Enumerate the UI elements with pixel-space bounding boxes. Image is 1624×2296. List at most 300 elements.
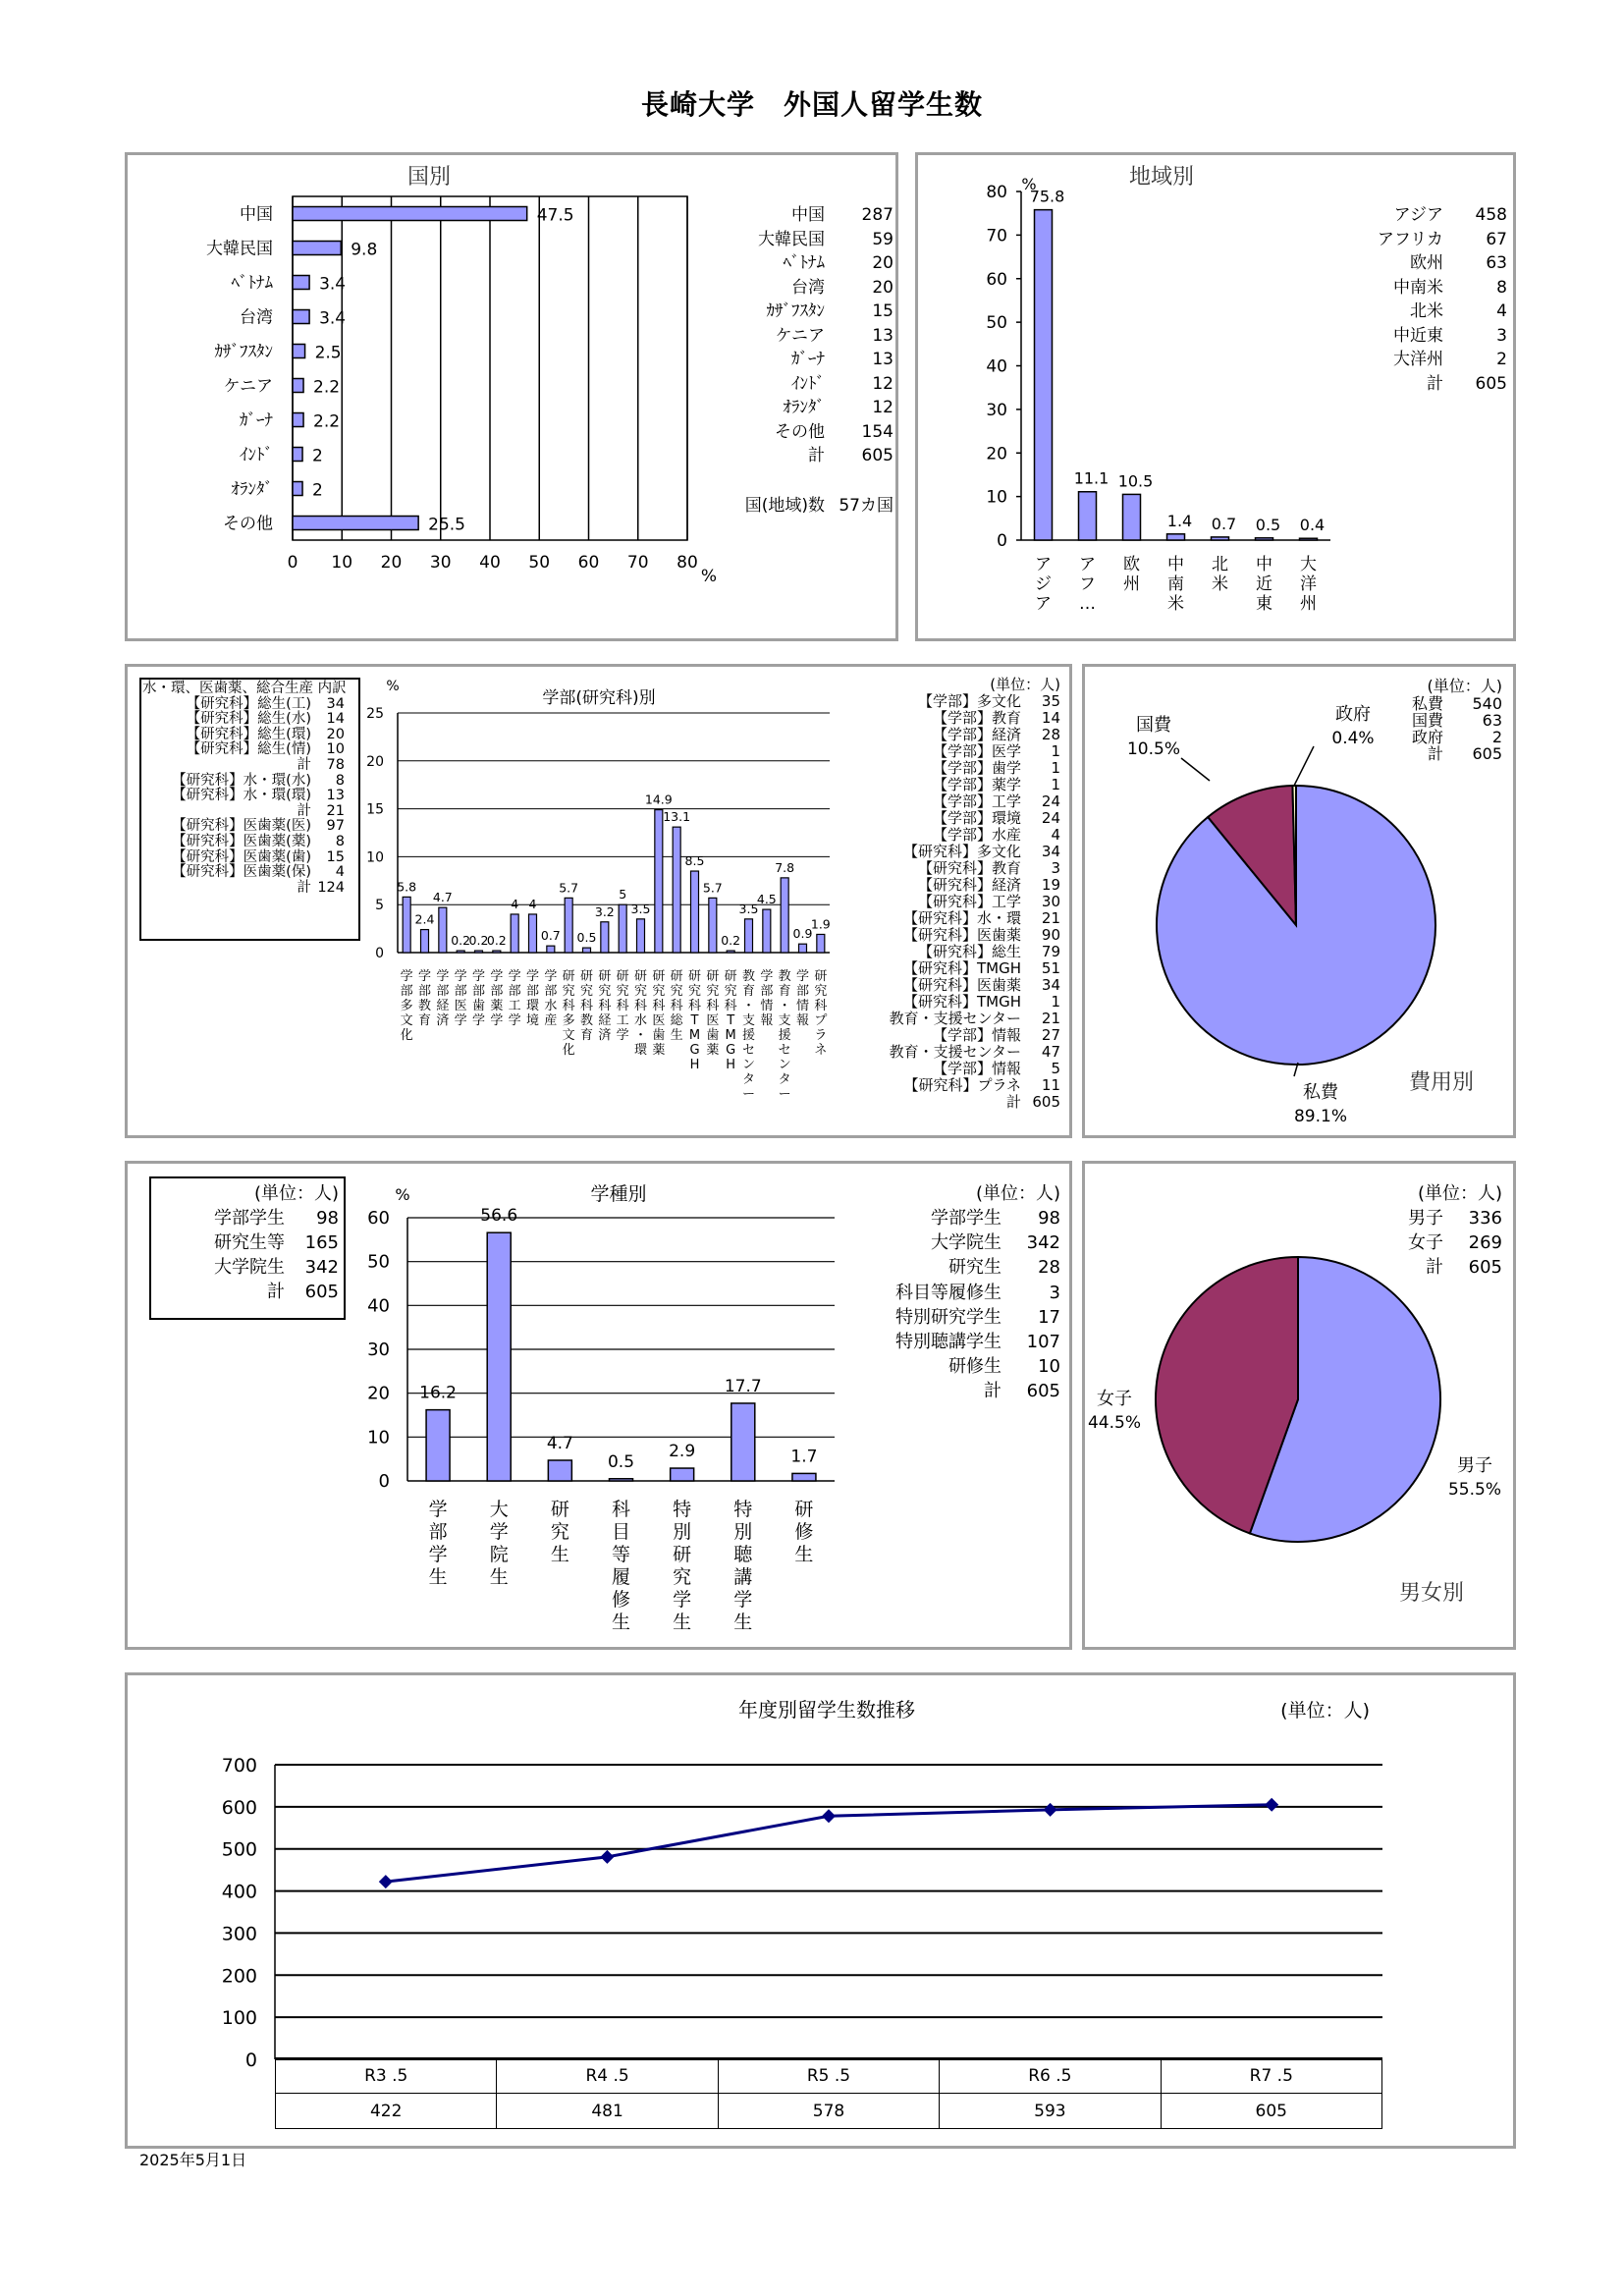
type-unit: (単位：人) — [975, 1183, 1060, 1204]
category-label — [544, 969, 557, 1028]
y-tick-label: 100 — [221, 2007, 257, 2030]
table-value: 3 — [1496, 325, 1507, 346]
table-key: 計 — [984, 1381, 1001, 1402]
data-label: 3.5 — [738, 901, 759, 916]
bar — [1079, 492, 1097, 540]
bar — [426, 1410, 450, 1481]
category-label-char: 部 — [508, 984, 521, 999]
table-key: 国費 — [1411, 711, 1443, 730]
category-label-char: 育 — [579, 1028, 594, 1043]
page-title: 長崎大学 外国人留学生数 — [640, 88, 983, 121]
table-key: 計 — [267, 1282, 285, 1302]
slice-percent-label: 10.5% — [1126, 739, 1181, 759]
bar — [493, 951, 501, 953]
category-label-char: 生 — [733, 1612, 753, 1633]
category-label-char: ア — [1035, 555, 1052, 574]
table-key: 【研究科】総生(水) — [186, 711, 311, 728]
data-label: 605 — [1161, 2094, 1381, 2129]
category-label-char: 情 — [760, 999, 774, 1013]
data-label: 4 — [528, 896, 537, 911]
category-label-char: 学 — [417, 969, 432, 984]
category-label-char: 修 — [611, 1589, 631, 1611]
category-label: R5 .5 — [718, 2058, 939, 2094]
category-label-char: 育 — [417, 1013, 432, 1028]
y-tick-label: 300 — [221, 1923, 257, 1945]
funding-unit: (単位：人) — [1427, 677, 1502, 695]
table-value: 20 — [872, 277, 893, 298]
category-label-char: 究 — [670, 984, 683, 999]
table-value: 605 — [1026, 1381, 1060, 1402]
category-label — [617, 969, 629, 1043]
category-label-char: 科 — [687, 999, 702, 1013]
category-label — [725, 969, 737, 1072]
bar — [601, 922, 609, 953]
category-label-char: 中 — [1167, 555, 1184, 574]
data-label: 0.7 — [1211, 514, 1237, 533]
y-tick-label: 80 — [986, 183, 1007, 202]
category-label — [1256, 555, 1272, 614]
table-key: 【研究科】医歯薬(歯) — [172, 848, 311, 865]
category-label-char: 研 — [562, 969, 575, 984]
table-value: 34 — [1041, 976, 1060, 994]
table-value: 1 — [1051, 993, 1060, 1011]
table-key: 台湾 — [791, 277, 825, 298]
table-value: 165 — [304, 1232, 339, 1253]
category-label — [742, 968, 755, 1102]
category-label — [580, 969, 593, 1043]
table-key: 計 — [297, 879, 311, 896]
table-value: 107 — [1026, 1332, 1060, 1353]
gender-unit: (単位：人) — [1417, 1183, 1502, 1204]
category-label-char: 歯 — [471, 999, 486, 1013]
y-tick-label: 30 — [367, 1339, 390, 1360]
x-tick-label: 50 — [528, 553, 551, 573]
bar — [565, 898, 572, 953]
table-key: 【学部】歯学 — [932, 759, 1021, 777]
table-key: ｵﾗﾝﾀﾞ — [783, 398, 825, 417]
category-label: その他 — [223, 514, 273, 534]
data-label: 2.9 — [669, 1442, 696, 1462]
category-label — [652, 969, 665, 1058]
table-value: 8 — [335, 833, 345, 849]
bar — [583, 948, 591, 953]
category-label-char: 研 — [706, 969, 720, 984]
table-key: 【学部】水産 — [932, 826, 1021, 844]
category-label-char: M — [725, 1028, 736, 1043]
table-key: 科目等履修生 — [895, 1282, 1001, 1303]
category-label-char: 東 — [1256, 594, 1272, 614]
table-value: 24 — [1041, 793, 1060, 810]
table-value: 540 — [1472, 694, 1502, 713]
table-value: 28 — [1038, 1257, 1060, 1279]
category-label-char: 究 — [616, 984, 629, 999]
category-label-char: ・ — [741, 999, 756, 1013]
category-label — [612, 1499, 630, 1633]
category-label-char: 科 — [633, 999, 648, 1013]
table-value: 605 — [1472, 744, 1502, 763]
table-key: ｶｻﾞﾌｽﾀﾝ — [766, 301, 825, 321]
category-label-char: 産 — [544, 1013, 558, 1028]
y-tick-label: 700 — [221, 1755, 257, 1777]
category-label-char: 薬 — [652, 1043, 666, 1058]
data-label: 593 — [940, 2094, 1161, 2129]
table-key: 中国 — [791, 205, 825, 225]
data-label: 47.5 — [536, 205, 574, 226]
category-label-char: G — [689, 1043, 700, 1058]
data-label: 10.5 — [1117, 471, 1154, 491]
bar — [673, 827, 680, 953]
bar — [293, 448, 302, 462]
funding-chart-caption: 費用別 — [1409, 1070, 1475, 1095]
data-label: 2 — [312, 480, 323, 501]
country-count-value: 57カ国 — [839, 496, 893, 516]
table-key: 女子 — [1408, 1232, 1443, 1253]
table-value: 51 — [1041, 959, 1060, 977]
category-label-char: H — [689, 1058, 700, 1072]
report-date: 2025年5月1日 — [139, 2151, 247, 2169]
table-key: 研修生 — [948, 1356, 1001, 1378]
table-value: 59 — [872, 229, 893, 249]
table-value: 47 — [1041, 1043, 1060, 1061]
table-key: 大洋州 — [1393, 350, 1443, 369]
slice-percent-label: 89.1% — [1293, 1107, 1348, 1126]
category-label-char: 環 — [633, 1043, 648, 1058]
table-key: 男子 — [1408, 1208, 1443, 1229]
category-label — [526, 969, 539, 1028]
bar — [403, 897, 410, 953]
category-label-char: ・ — [633, 1028, 648, 1043]
bar — [655, 810, 663, 953]
data-label: 0.7 — [540, 928, 561, 944]
category-label-char: 医 — [706, 1013, 720, 1028]
category-label-char: 別 — [673, 1521, 692, 1543]
category-label-char: 情 — [795, 999, 810, 1013]
bar — [671, 1468, 694, 1481]
data-label: 2.2 — [313, 377, 341, 398]
y-tick-label: 5 — [375, 898, 384, 914]
data-label: 3.4 — [319, 274, 347, 295]
category-label-char: 生 — [611, 1612, 631, 1633]
region-chart-caption: 地域別 — [1129, 165, 1195, 190]
table-key: 計 — [808, 446, 825, 465]
category-label-char: 薬 — [706, 1043, 720, 1058]
bar — [619, 904, 626, 953]
table-key: 【研究科】医歯薬(医) — [172, 818, 311, 835]
category-label-char: 研 — [673, 1544, 692, 1565]
bar — [1300, 538, 1318, 540]
table-key: 学部学生 — [214, 1208, 285, 1229]
data-point — [600, 1850, 614, 1864]
bar — [293, 517, 418, 530]
data-label: 13.1 — [663, 809, 691, 825]
category-label-char: 部 — [428, 1521, 448, 1543]
y-unit-label: % — [395, 1185, 410, 1204]
data-label: 3.2 — [594, 903, 615, 919]
table-key: 【研究科】経済 — [917, 876, 1021, 894]
table-value: 34 — [326, 695, 345, 712]
category-label-char: H — [726, 1058, 736, 1072]
data-label: 56.6 — [480, 1206, 518, 1227]
table-key: 【研究科】多文化 — [902, 843, 1021, 860]
category-label-char: 多 — [562, 1013, 575, 1028]
data-label: 8.5 — [684, 853, 705, 869]
category-label-char: G — [726, 1043, 736, 1058]
category-label — [796, 969, 809, 1028]
category-label-char: 文 — [400, 1013, 413, 1028]
category-label-char: 研 — [616, 969, 629, 984]
category-label-char: ラ — [814, 1028, 828, 1043]
bar — [763, 909, 771, 953]
y-tick-label: 50 — [367, 1251, 390, 1273]
table-key: 大学院生 — [931, 1232, 1001, 1254]
category-label-char: 学 — [733, 1589, 753, 1611]
bar — [548, 1460, 571, 1481]
y-tick-label: 40 — [367, 1295, 390, 1317]
category-label-char: 部 — [795, 984, 810, 999]
table-value: 20 — [872, 253, 893, 273]
category-label — [563, 969, 575, 1058]
category-label-char: 米 — [1167, 594, 1184, 614]
category-label-char: 薬 — [490, 999, 504, 1013]
x-tick-label: 10 — [331, 553, 353, 573]
bar — [293, 207, 527, 221]
category-label-char: 南 — [1167, 574, 1184, 594]
category-label: 台湾 — [240, 307, 273, 328]
y-tick-label: 10 — [986, 487, 1007, 508]
table-key: 【研究科】医歯薬(保) — [172, 864, 311, 881]
category-label-char: フ — [1079, 574, 1096, 594]
category-label-char: 学 — [508, 969, 521, 984]
category-label-char: 学 — [508, 1013, 521, 1028]
category-label-char: 学 — [428, 1499, 448, 1520]
category-label-char: 学 — [436, 969, 450, 984]
category-label-char: タ — [741, 1072, 756, 1087]
category-label-char: 援 — [778, 1028, 791, 1043]
bar — [637, 919, 645, 953]
category-label-char: … — [1079, 594, 1096, 614]
category-label: ｲﾝﾄﾞ — [240, 445, 273, 465]
y-unit-label: % — [386, 679, 400, 694]
type-bar-chart — [367, 1183, 835, 1633]
category-label-char: 医 — [652, 1013, 666, 1028]
table-key: 大韓民国 — [758, 229, 825, 249]
table-value: 67 — [1486, 229, 1507, 249]
table-value: 98 — [1038, 1208, 1060, 1229]
table-key: 【研究科】総生(環) — [186, 726, 311, 742]
table-key: 【学部】多文化 — [917, 692, 1021, 710]
y-tick-label: 0 — [997, 531, 1007, 551]
category-label-char: 大 — [489, 1499, 509, 1520]
category-label-char: 学 — [454, 969, 467, 984]
category-label-char: 教 — [741, 969, 756, 984]
table-value: 458 — [1475, 205, 1507, 225]
category-label: ｵﾗﾝﾀﾞ — [231, 479, 273, 500]
table-value: 605 — [1032, 1093, 1060, 1111]
bar — [529, 914, 537, 953]
category-label — [598, 969, 611, 1043]
category-label — [673, 1499, 691, 1633]
table-value: 10 — [1038, 1356, 1060, 1378]
category-label-char: 化 — [400, 1028, 413, 1043]
table-key: 【学部】環境 — [932, 809, 1021, 827]
category-label — [779, 968, 791, 1102]
category-label-char: 工 — [508, 999, 521, 1013]
category-label — [814, 969, 827, 1058]
table-value: 154 — [861, 421, 893, 442]
category-label — [429, 1499, 448, 1588]
category-label: ケニア — [223, 376, 273, 397]
category-label-char: 研 — [550, 1499, 569, 1520]
table-value: 63 — [1486, 253, 1507, 273]
data-label: 4.7 — [546, 1434, 573, 1454]
y-tick-label: 20 — [366, 753, 384, 770]
x-tick-label: 60 — [577, 553, 600, 573]
table-key: 【研究科】医歯薬(薬) — [172, 833, 311, 849]
table-key: アジア — [1393, 205, 1443, 225]
category-label-char: 米 — [1212, 574, 1228, 594]
table-value: 12 — [872, 398, 893, 417]
category-label-char: 生 — [428, 1566, 448, 1588]
table-key: 【学部】医学 — [932, 742, 1021, 760]
bar — [293, 482, 302, 496]
bar — [1035, 210, 1053, 540]
category-label-char: ー — [778, 1087, 791, 1102]
category-label-char: 報 — [795, 1013, 810, 1028]
category-label-char: 環 — [525, 999, 540, 1013]
table-value: 78 — [326, 756, 345, 773]
category-label — [418, 969, 431, 1028]
table-value: 124 — [317, 879, 345, 896]
category-label-char: 支 — [778, 1013, 791, 1028]
bar — [293, 345, 305, 358]
category-label-char: 化 — [562, 1043, 575, 1058]
data-label: 4 — [511, 896, 519, 911]
table-key: 計 — [1005, 1093, 1021, 1111]
data-label: 5 — [619, 887, 627, 902]
category-label — [1212, 555, 1228, 594]
category-label-char: 究 — [706, 984, 720, 999]
category-label-char: 北 — [1212, 555, 1228, 574]
category-label-char: 部 — [760, 984, 774, 999]
category-label — [760, 969, 773, 1028]
category-label-char: 部 — [417, 984, 432, 999]
category-label-char: 生 — [670, 1028, 683, 1043]
category-label-char: 報 — [760, 1013, 774, 1028]
table-value: 21 — [326, 802, 345, 819]
category-label: 大韓民国 — [206, 239, 273, 259]
table-key: 教育・支援センター — [889, 1043, 1021, 1061]
data-label: 0.2 — [468, 933, 489, 949]
country-chart-caption: 国別 — [407, 165, 452, 190]
table-value: 605 — [1468, 1257, 1502, 1278]
table-key: 【研究科】水・環 — [902, 909, 1021, 927]
y-tick-label: 500 — [221, 1838, 257, 1861]
table-key: 北米 — [1410, 301, 1443, 321]
y-tick-label: 60 — [986, 269, 1007, 290]
y-tick-label: 0 — [378, 1471, 390, 1492]
category-label-char: 部 — [525, 984, 540, 999]
category-label-char: 科 — [706, 999, 720, 1013]
data-label: 0.5 — [576, 930, 597, 946]
data-label: 3.5 — [630, 901, 651, 916]
bar — [1123, 494, 1141, 540]
bar — [610, 1479, 633, 1481]
table-key: 研究生 — [948, 1257, 1001, 1279]
table-key: 【研究科】医歯薬 — [902, 926, 1021, 944]
bar — [421, 930, 429, 953]
table-value: 24 — [1041, 809, 1060, 827]
category-label-char: 部 — [471, 984, 486, 999]
y-tick-label: 20 — [367, 1383, 390, 1404]
category-label-char: 部 — [400, 984, 413, 999]
category-label-char: 州 — [1300, 594, 1317, 614]
data-label: 25.5 — [428, 515, 465, 535]
y-tick-label: 400 — [221, 1881, 257, 1903]
table-key: 特別研究学生 — [895, 1306, 1001, 1328]
table-value: 4 — [335, 864, 345, 881]
category-label-char: 研 — [687, 969, 702, 984]
data-label: 5.7 — [559, 880, 579, 896]
category-label-char: 学 — [490, 1013, 504, 1028]
category-label-char: 生 — [550, 1544, 569, 1565]
x-tick-label: 0 — [287, 553, 298, 573]
category-label-char: 生 — [489, 1566, 509, 1588]
category-label-char: 学 — [760, 969, 774, 984]
data-label: 5.7 — [702, 880, 723, 896]
y-tick-label: 50 — [986, 313, 1007, 334]
country-bar-chart — [206, 196, 717, 586]
category-label-char: 学 — [471, 1013, 486, 1028]
bar — [731, 1403, 755, 1481]
bar — [511, 914, 518, 953]
table-key: 教育・支援センター — [889, 1010, 1021, 1027]
table-value: 13 — [872, 325, 893, 346]
data-label: 0.5 — [1255, 515, 1281, 534]
data-label: 2.2 — [313, 411, 341, 432]
category-label-char: 特 — [673, 1499, 692, 1520]
category-label-char: 済 — [598, 1028, 612, 1043]
category-label-char: 州 — [1123, 574, 1140, 594]
bar — [547, 946, 555, 953]
y-unit-label: % — [1021, 175, 1037, 193]
category-label-char: ン — [778, 1058, 791, 1072]
bar — [691, 871, 699, 953]
category-label-char: 水 — [633, 1013, 648, 1028]
category-label-char: 育 — [741, 984, 756, 999]
category-label-char: 多 — [400, 999, 413, 1013]
category-label-char: 部 — [490, 984, 504, 999]
table-value: 11 — [1041, 1076, 1060, 1094]
category-label-char: 研 — [579, 969, 594, 984]
category-label-char: 研 — [794, 1499, 814, 1520]
table-key: 【研究科】プラネ — [903, 1076, 1021, 1094]
category-label-char: 科 — [562, 999, 575, 1013]
slice-percent-label: 55.5% — [1447, 1480, 1502, 1500]
category-label-char: 文 — [562, 1028, 575, 1043]
table-key: 中近東 — [1393, 325, 1443, 346]
type-chart-title: 学種別 — [590, 1183, 647, 1205]
table-key: 政府 — [1411, 728, 1443, 746]
category-label — [634, 969, 647, 1058]
data-label: 0.2 — [486, 933, 507, 949]
category-label-char: ア — [1079, 555, 1096, 574]
category-label: ﾍﾞﾄﾅﾑ — [231, 273, 273, 294]
y-tick-label: 20 — [986, 444, 1007, 465]
data-label: 14.9 — [644, 792, 673, 807]
data-label: 17.7 — [724, 1376, 762, 1396]
data-label: 2.5 — [314, 343, 342, 363]
bar — [781, 878, 788, 953]
